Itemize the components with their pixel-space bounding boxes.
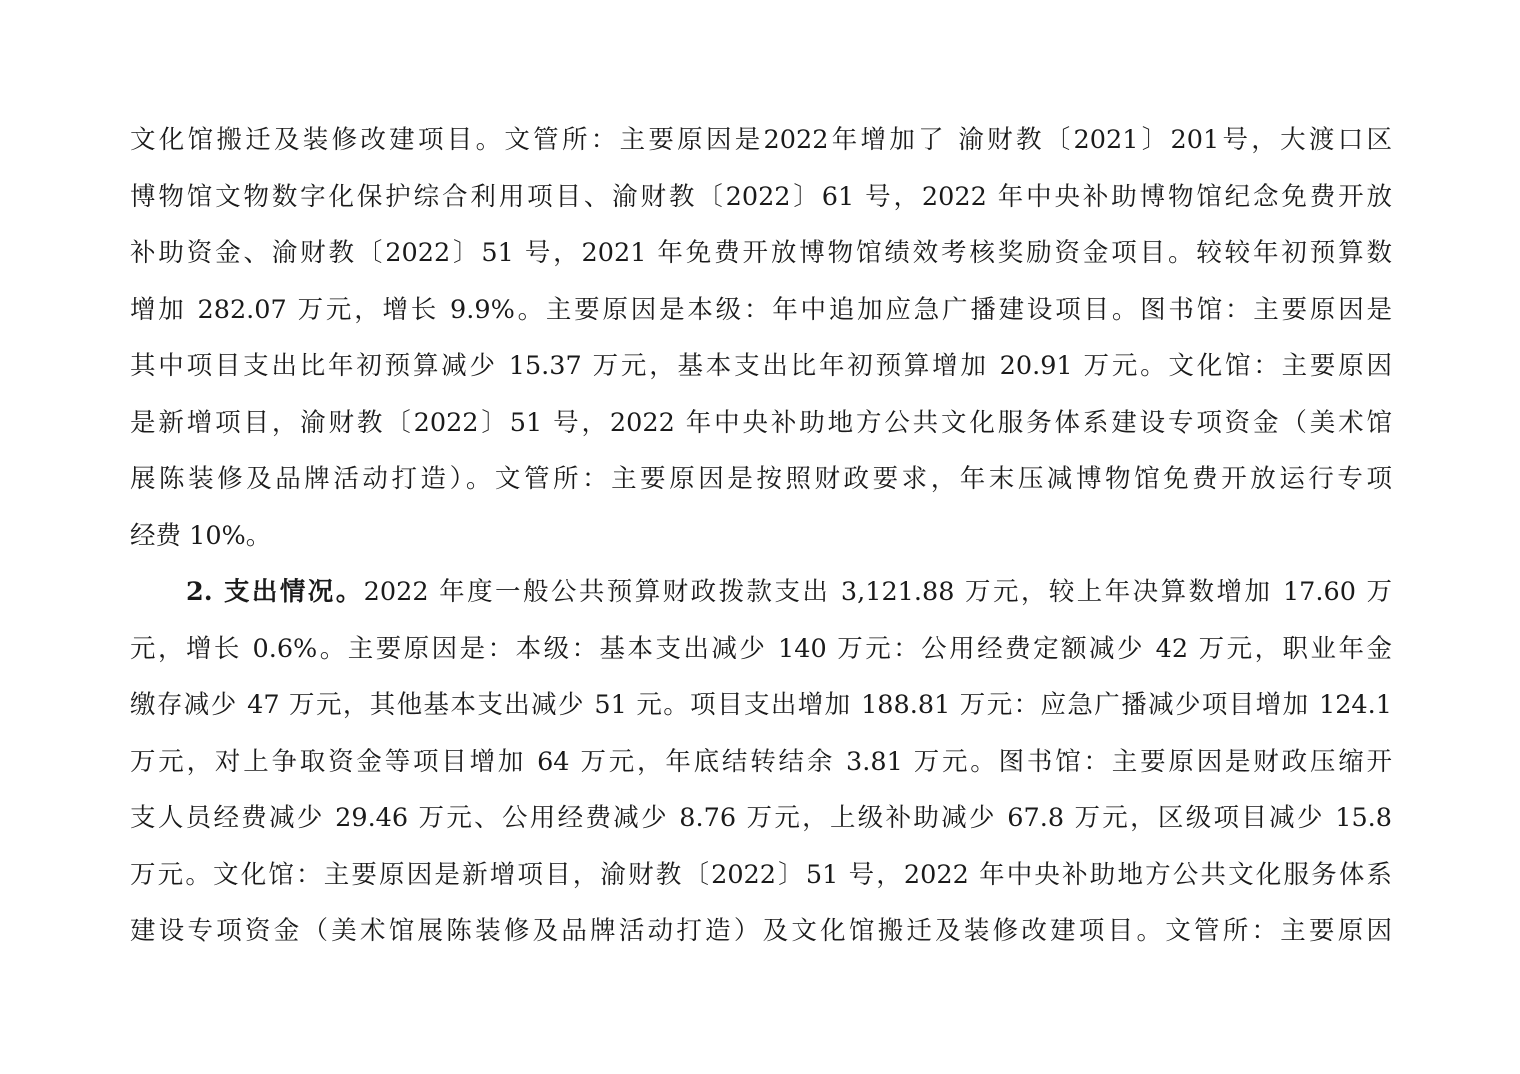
text-line: 支人员经费减少 29.46 万元、公用经费减少 8.76 万元，上级补助减少 67.8 万元，区级项目减少 15.8	[130, 803, 1392, 833]
heading-followup-text: 2022 年度一般公共预算财政拨款支出 3,121.88 万元，较上年决算数增加 17.60 万	[363, 577, 1392, 607]
text-line: 万元，对上争取资金等项目增加 64 万元，年底结转结余 3.81 万元。图书馆：主要原因是财政压缩开	[130, 746, 1392, 777]
text-line: 经费 10%。	[130, 520, 272, 551]
text-line: 建设专项资金（美术馆展陈装修及品牌活动打造）及文化馆搬迁及装修改建项目。文管所：主要原因	[130, 916, 1392, 946]
text-line: 是新增项目，渝财教〔2022〕51 号，2022 年中央补助地方公共文化服务体系建设专项资金（美术馆	[130, 407, 1392, 438]
text-line: 博物馆文物数字化保护综合利用项目、渝财教〔2022〕61 号，2022 年中央补助博物馆纪念免费开放	[130, 181, 1392, 212]
section-heading: 2. 支出情况。	[186, 577, 364, 607]
text-line: 展陈装修及品牌活动打造）。文管所：主要原因是按照财政要求，年末压减博物馆免费开放运行专项	[130, 464, 1392, 494]
text-line: 补助资金、渝财教〔2022〕51 号，2021 年免费开放博物馆绩效考核奖励资金项目。较较年初预算数	[130, 238, 1392, 268]
text-line: 缴存减少 47 万元，其他基本支出减少 51 元。项目支出增加 188.81 万元：应急广播减少项目增加 124.1	[130, 690, 1392, 720]
text-line: 万元。文化馆：主要原因是新增项目，渝财教〔2022〕51 号，2022 年中央补助地方公共文化服务体系	[130, 859, 1392, 890]
text-line: 元，增长 0.6%。主要原因是：本级：基本支出减少 140 万元：公用经费定额减少 42 万元，职业年金	[130, 633, 1392, 664]
text-line-first	[130, 564, 1392, 621]
paragraph-expenditure	[130, 564, 1392, 960]
text-line: 其中项目支出比年初预算减少 15.37 万元，基本支出比年初预算增加 20.91 万元。文化馆：主要原因	[130, 351, 1392, 381]
text-line: 增加 282.07 万元，增长 9.9%。主要原因是本级：年中追加应急广播建设项目。图书馆：主要原因是	[130, 294, 1392, 325]
text-line: 文化馆搬迁及装修改建项目。文管所：主要原因是2022年增加了 渝财教〔2021〕201号，大渡口区	[130, 125, 1392, 155]
paragraph-budget-change	[130, 112, 1392, 564]
